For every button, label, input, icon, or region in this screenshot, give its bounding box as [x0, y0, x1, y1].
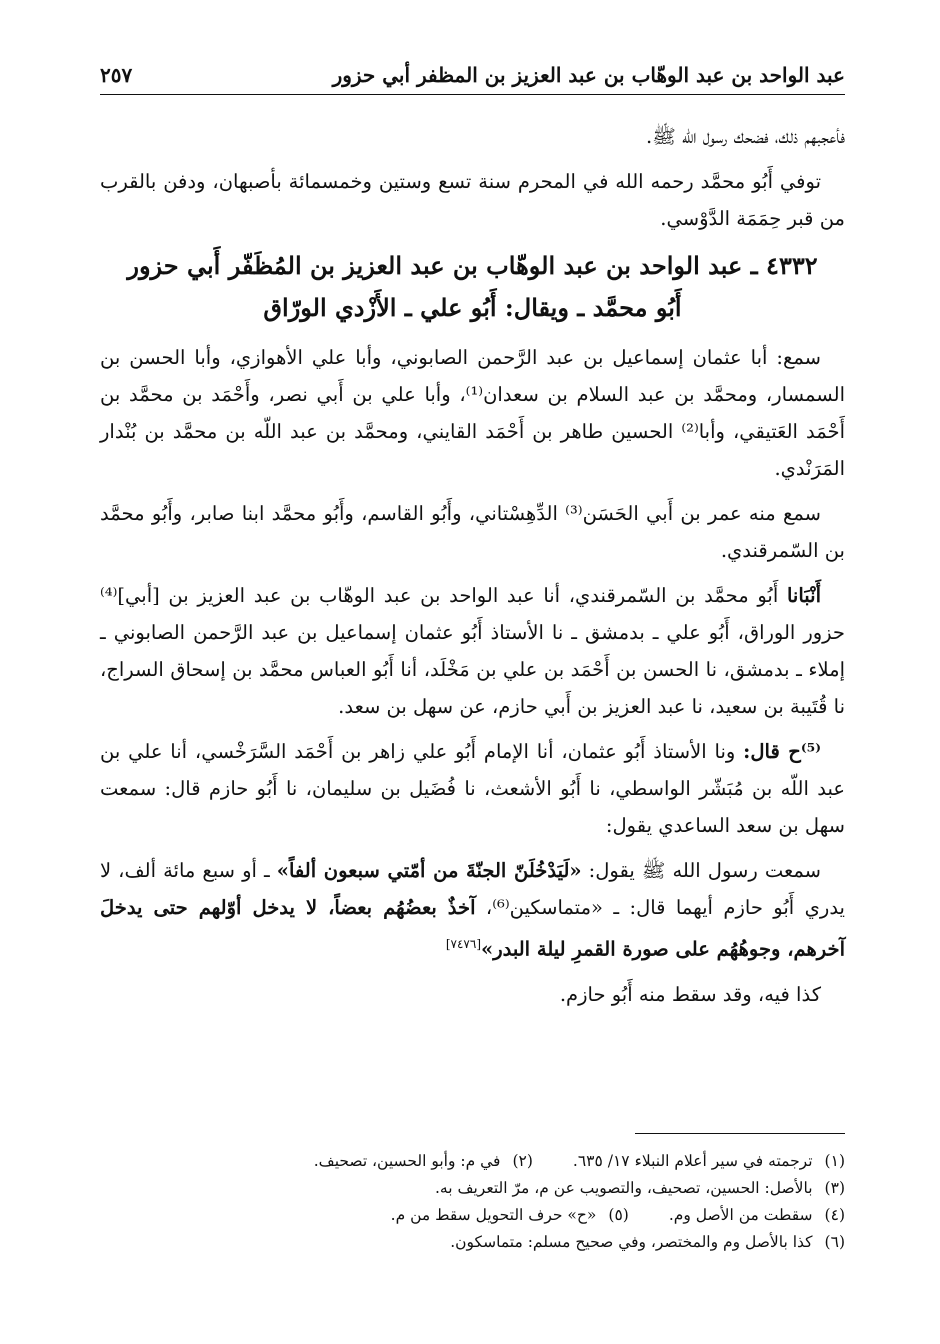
header-divider: [100, 94, 845, 95]
hadith-reference: [٧٤٧٦]: [445, 937, 481, 951]
footnote-row: [100, 1202, 845, 1229]
footnote-text: بالأصل: الحسين، تصحيف، والتصويب عن م، مرّ التعريف به.: [434, 1179, 813, 1197]
paragraph: فأعجبهم ذلك، فضحك رسول الله ﷺ.: [646, 125, 845, 148]
footnote-number: (١): [824, 1152, 845, 1170]
paragraph: [100, 577, 845, 725]
footnotes: [100, 1148, 845, 1256]
footnote: [573, 1148, 845, 1175]
paragraph-text: ونا الأستاذ أَبُو عثمان، أنا الإمام أَبُو علي زاهر بن أَحْمَد السَّرَخْسي، أنا علي بن عبد اللّه بن مُبَشّر الواسطي، نا أَبُو الأشعث، نا فُضَيل بن سليمان، نا أَبُو حازم قال: سمعت سهل بن سعد الساعدي يقول:: [100, 740, 845, 837]
entry-heading: [100, 245, 845, 329]
paragraph-text: أَبُو محمَّد بن السّمرقندي، أنا عبد الواحد بن عبد الوهّاب بن عبد العزيز بن [أبي]⁽⁴⁾ حزور الوراق، أَبُو علي ـ بدمشق ـ نا الأستاذ أَبُو عثمان إسماعيل بن عبد الرَّحمن الصابوني ـ إملاء ـ بدمشق، نا الحسن بن أَحْمَد بن علي بن مَخْلَد، أنا أَبُو العباس محمَّد بن إسحاق السراج، نا قُتَيبة بن سعيد، نا عبد العزيز بن أَبي حازم، عن سهل بن سعد.: [100, 584, 845, 718]
footnote-row: [100, 1229, 845, 1256]
paragraph: توفي أَبُو محمَّد رحمه الله في المحرم سنة تسع وستين وخمسمائة بأصبهان، ودفن بالقرب من قبر حِمَمَة الدَّوْسي.: [100, 170, 845, 230]
paragraph: سمع منه عمر بن أَبي الحَسَن⁽³⁾ الدِّهِسْتاني، وأَبُو القاسم، وأَبُو محمَّد ابنا صابر، وأَبُو محمَّد بن السّمرقندي.: [100, 502, 845, 562]
keyword: ⁽⁵⁾ح قال:: [743, 740, 821, 763]
footnote-text: في م: وأبو الحسين، تصحيف.: [313, 1152, 501, 1170]
footnote-number: (٣): [824, 1179, 845, 1197]
footnote: [450, 1229, 845, 1256]
paragraph-text: ـ أو سبع مائة ألف، لا يدري أَبُو حازم أيهما قال: ـ «متماسكين⁽⁶⁾،: [100, 859, 845, 919]
paragraph: [100, 733, 845, 844]
entry-heading-line: ٤٣٣٢ ـ عبد الواحد بن عبد الوهّاب بن عبد العزيز بن المُظَفّر أَبي حزور: [127, 251, 818, 280]
footnote: [314, 1148, 533, 1175]
footnote-number: (٢): [512, 1152, 533, 1170]
footnote-row: [100, 1175, 845, 1202]
main-text: [100, 118, 845, 1021]
entry-heading-line: أَبُو محمَّد ـ ويقال: أَبُو علي ـ الأَزْدي الورّاق: [263, 293, 682, 322]
hadith-text: آخذٌ بعضُهُم بعضاً، لا يدخل أوّلهم حتى يدخلَ آخرهم، وجوهُهُم على صورة القمرِ ليلة البدر»: [100, 896, 845, 961]
footnote-row: [100, 1148, 845, 1175]
footnote-divider: [635, 1133, 845, 1134]
footnote-text: ترجمته في سير أعلام النبلاء ١٧/ ٦٣٥.: [572, 1152, 813, 1170]
footnote-text: كذا بالأصل وم والمختصر، وفي صحيح مسلم: متماسكون.: [450, 1233, 813, 1251]
paragraph: [100, 852, 845, 968]
paragraph: كذا فيه، وقد سقط منه أَبُو حازم.: [559, 982, 821, 1006]
hadith-text: «لَيَدْخُلَنّ الجنّةَ من أمّتي سبعون ألفاً»: [276, 859, 582, 882]
page-header: [100, 58, 845, 92]
running-title: عبد الواحد بن عبد الوهّاب بن عبد العزيز بن المظفر أبي حزور: [332, 63, 845, 87]
footnote-number: (٥): [608, 1206, 629, 1224]
footnote-text: «ح» حرف التحويل سقط من م.: [390, 1206, 597, 1224]
footnote-text: سقطت من الأصل وم.: [668, 1206, 813, 1224]
paragraph-text: سمعت رسول الله ﷺ يقول:: [581, 859, 822, 882]
keyword: أَنْبَانا: [786, 584, 821, 607]
footnote-number: (٤): [824, 1206, 845, 1224]
footnote: [391, 1202, 629, 1229]
footnote: [669, 1202, 845, 1229]
footnote-number: (٦): [824, 1233, 845, 1251]
footnote: [435, 1175, 845, 1202]
page-number: ٢٥٧: [100, 63, 133, 87]
paragraph: سمع: أبا عثمان إسماعيل بن عبد الرَّحمن الصابوني، وأبا علي الأهوازي، وأبا الحسن بن السمسار، ومحمَّد بن عبد السلام بن سعدان⁽¹⁾، وأبا علي بن أَبي نصر، وأَحْمَد بن محمَّد بن أَحْمَد العَتيقي، وأبا⁽²⁾ الحسين طاهر بن أَحْمَد القايني، ومحمَّد بن عبد اللّه بن محمَّد بن بُنْدار المَرَنْدي.: [100, 346, 845, 480]
